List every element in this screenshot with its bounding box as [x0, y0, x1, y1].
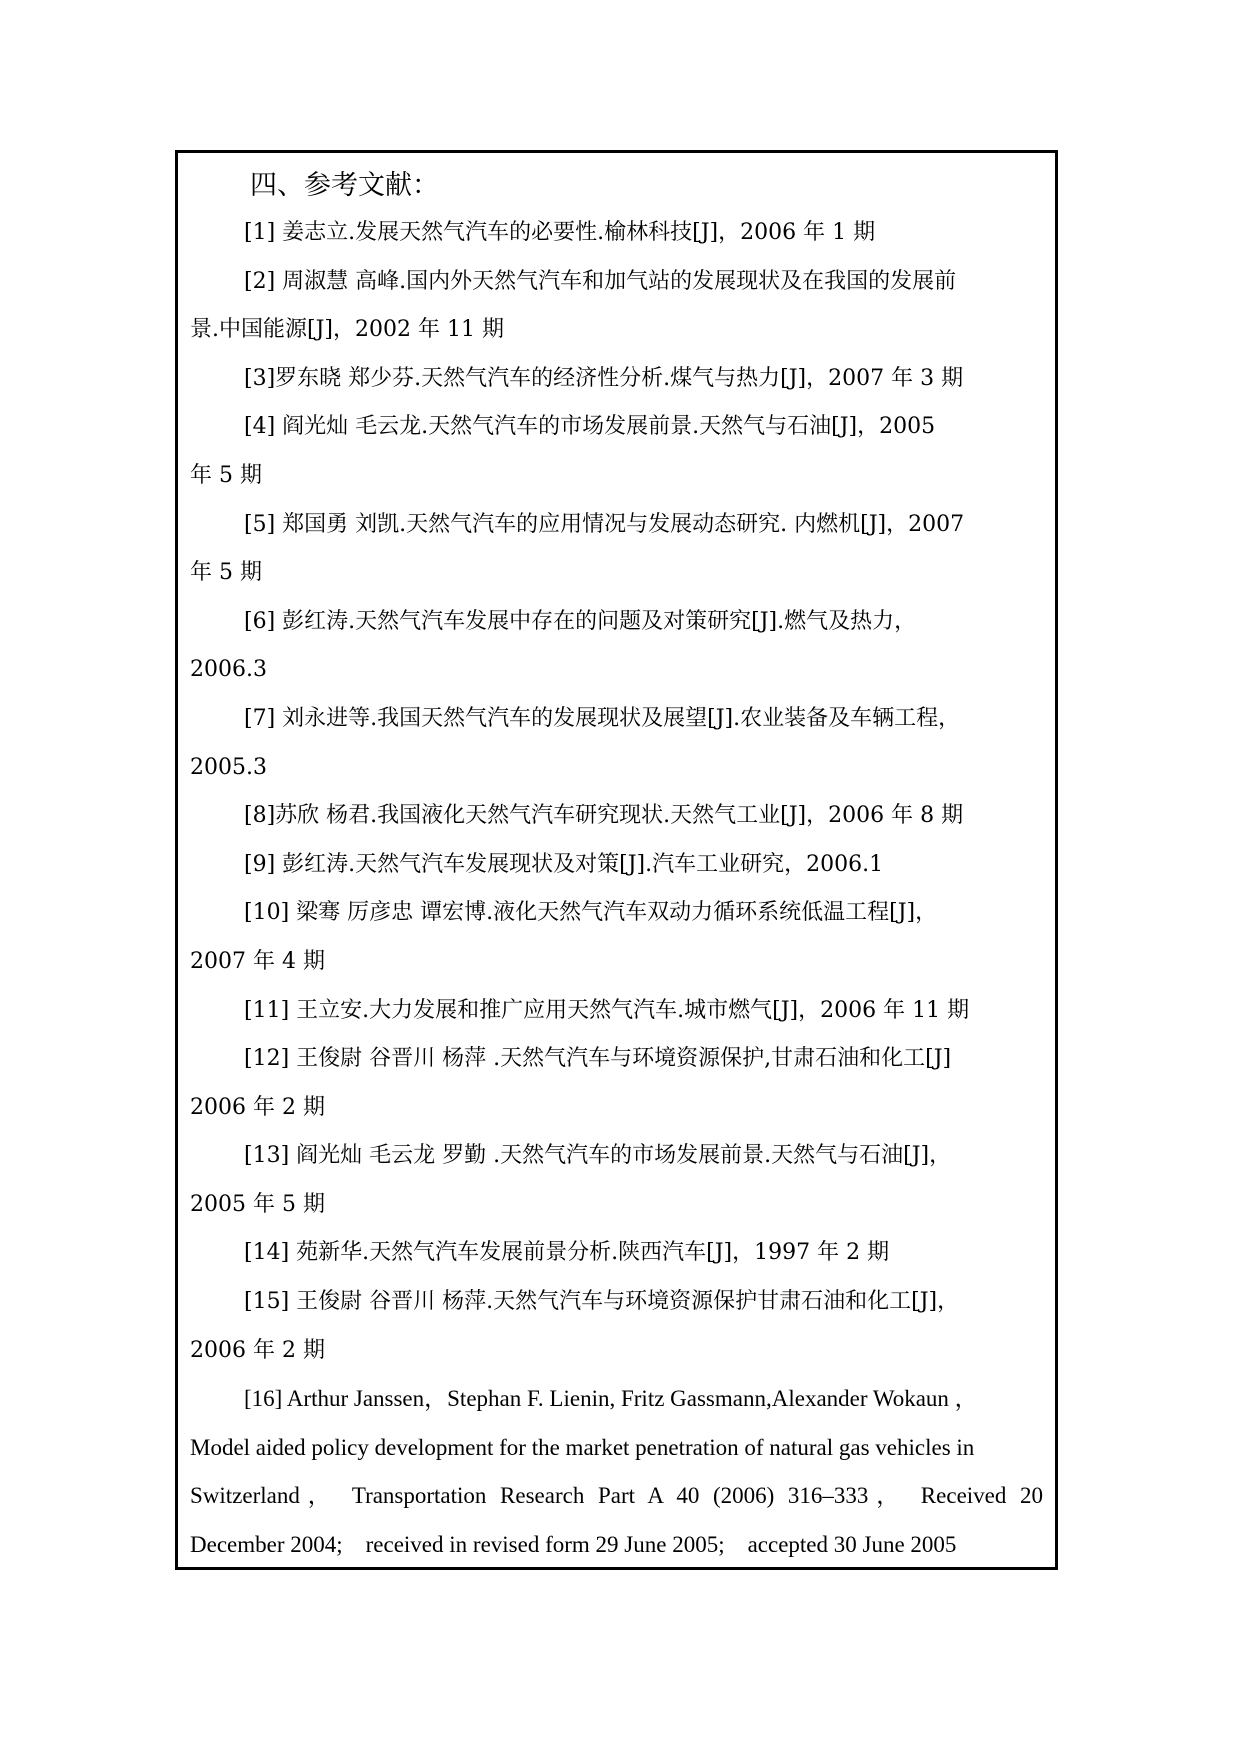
- reference-line: [5] 郑国勇 刘凯.天然气汽车的应用情况与发展动态研究. 内燃机[J]，2007: [244, 511, 965, 537]
- reference-line: [12] 王俊尉 谷晋川 杨萍 .天然气汽车与环境资源保护,甘肃石油和化工[J]: [244, 1046, 952, 1072]
- reference-line: [14] 苑新华.天然气汽车发展前景分析.陕西汽车[J]，1997 年 2 期: [244, 1240, 890, 1266]
- reference-line: [11] 王立安.大力发展和推广应用天然气汽车.城市燃气[J]，2006 年 11 期: [244, 997, 970, 1023]
- reference-list: [190, 209, 1053, 1570]
- reference-line: 年 5 期: [190, 462, 262, 488]
- reference-line: [9] 彭红涛.天然气汽车发展现状及对策[J].汽车工业研究，2006.1: [244, 851, 884, 877]
- reference-line: 2005 年 5 期: [190, 1191, 325, 1217]
- reference-line: [1] 姜志立.发展天然气汽车的必要性.榆林科技[J]，2006 年 1 期: [244, 220, 876, 245]
- reference-line: [8]苏欣 杨君.我国液化天然气汽车研究现状.天然气工业[J]，2006 年 8 期: [244, 803, 964, 829]
- reference-line: 年 5 期: [190, 560, 262, 586]
- reference-line: 2006 年 2 期: [190, 1337, 325, 1363]
- reference-line: [7] 刘永进等.我国天然气汽车的发展现状及展望[J].农业装备及车辆工程，: [244, 705, 961, 731]
- reference-line: [6] 彭红涛.天然气汽车发展中存在的问题及对策研究[J].燃气及热力，: [244, 608, 917, 634]
- reference-line: [3]罗东晓 郑少芬.天然气汽车的经济性分析.煤气与热力[J]，2007 年 3 期: [244, 365, 964, 391]
- reference-line: [2] 周淑慧 高峰.国内外天然气汽车和加气站的发展现状及在我国的发展前: [244, 268, 957, 294]
- section-title: 四、参考文献：: [250, 170, 439, 201]
- reference-line: Switzerland， Transportation Research Part A 40 (2006) 316–333， Received 20: [190, 1483, 1043, 1509]
- reference-line: [16] Arthur Janssen，Stephan F. Lienin, Fritz Gassmann,Alexander Wokaun ，: [244, 1386, 978, 1412]
- references-box: [175, 150, 1058, 1570]
- reference-line: 2005.3: [190, 754, 267, 780]
- references-content: [190, 163, 1053, 1570]
- reference-line: [10] 梁骞 厉彦忠 谭宏博.液化天然气汽车双动力循环系统低温工程[J]，: [244, 900, 938, 926]
- reference-line: [15] 王俊尉 谷晋川 杨萍.天然气汽车与环境资源保护甘肃石油和化工[J]，: [244, 1289, 960, 1315]
- reference-line: 景.中国能源[J]，2002 年 11 期: [190, 317, 504, 343]
- reference-line: 2006.3: [190, 657, 267, 683]
- reference-line: 2006 年 2 期: [190, 1094, 325, 1120]
- reference-line: Model aided policy development for the market penetration of natural gas vehicles in: [190, 1434, 975, 1460]
- reference-line: December 2004; received in revised form 29 June 2005; accepted 30 June 2005: [190, 1532, 957, 1558]
- reference-line: [4] 阎光灿 毛云龙.天然气汽车的市场发展前景.天然气与石油[J]，2005: [244, 414, 936, 440]
- reference-line: 2007 年 4 期: [190, 948, 325, 974]
- reference-line: [13] 阎光灿 毛云龙 罗勤 .天然气汽车的市场发展前景.天然气与石油[J]，: [244, 1143, 952, 1169]
